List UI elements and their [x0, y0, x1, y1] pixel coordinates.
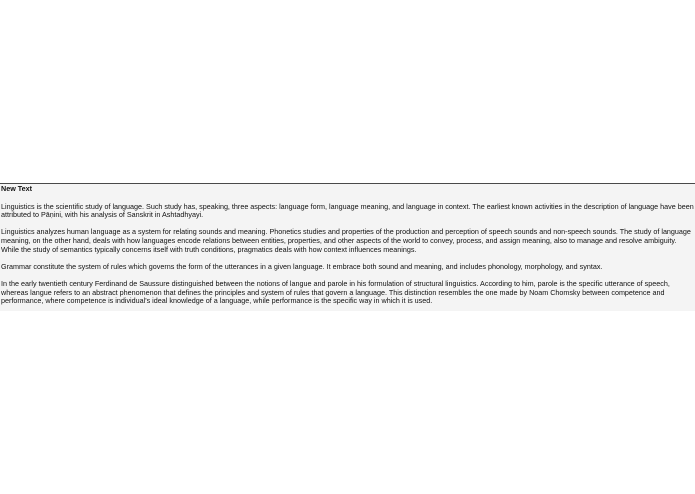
paragraph-sound-meaning: Linguistics analyzes human language as a system for relating sounds and meaning. Phonetics studies and properties of the production and perception of speech sounds and non-speech sounds. The study of language meaning, on the other hand, deals with how languages encode relations between entities, properties, and other aspects of the world to convey, process, and assign meaning, also to manage and resolve ambiguity. While the study of semantics typically concerns itself with truth conditions, pragmatics deals with how context influences meanings.: [1, 227, 691, 254]
paragraph-linguistics-intro: Linguistics is the scientific study of language. Such study has, speaking, three aspects: language form, language meaning, and language in context. The earliest known activities in the description of language have been attributed to Pāṇini, with his analysis of Sanskrit in Ashtadhyayi.: [1, 201, 694, 220]
panel-title: New Text: [1, 184, 33, 193]
paragraph-langue-parole: In the early twentieth century Ferdinand de Saussure distinguished between the notions of langue and parole in his formulation of structural linguistics. According to him, parole is the specific utterance of speech, whereas langue refers to an abstract phenomenon that defines the principles and system of rules that govern a language. This distinction resembles the one made by Noam Chomsky between competence and performance, where competence is individual's ideal knowledge of a language, while performance is the specific way in which it is used.: [1, 278, 670, 306]
paragraph-grammar: Grammar constitute the system of rules which governs the form of the utterances in a given language. It embrace both sound and meaning, and includes phonology, morphology, and syntax.: [1, 261, 603, 271]
text-panel: [0, 183, 695, 311]
